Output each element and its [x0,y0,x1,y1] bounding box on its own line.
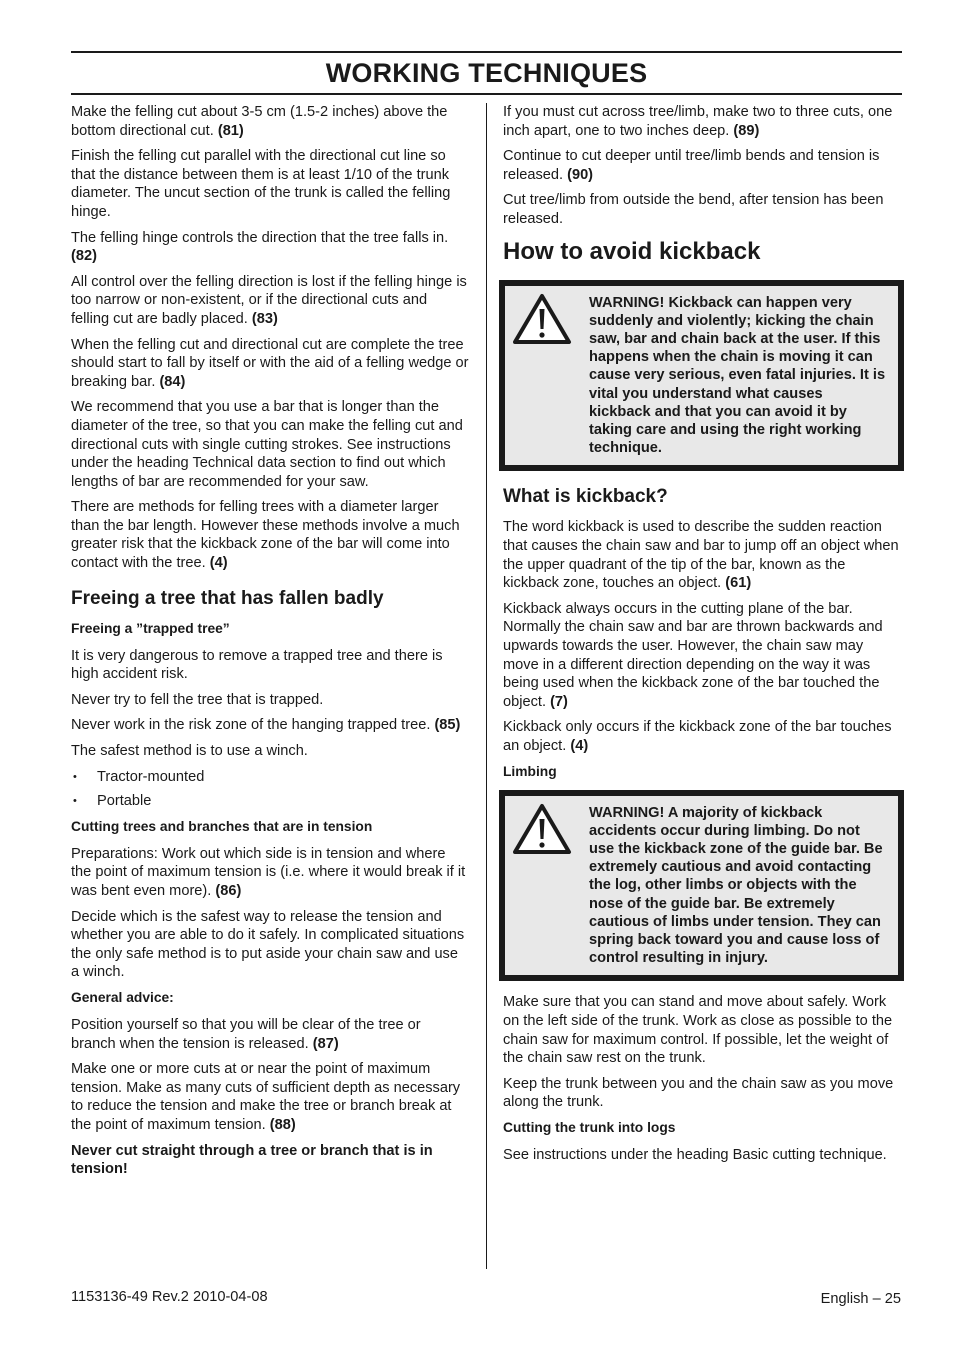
paragraph: Preparations: Work out which side is in tension and where the point of maximum tension is (i.e. where it would break if it was bent even more). (86) [71,845,466,899]
right-column [503,103,901,1172]
subheading-tension: Cutting trees and branches that are in tension [71,818,373,834]
figure-ref: (4) [209,555,228,572]
warning-text: WARNING! Kickback can happen very suddenly and violently; kicking the chain saw, bar and chain back at the user. If this happens when the chain is moving it can cause very serious, even fatal injuries. It is vital you understand what causes kickback and that you can avoid it by taking care and using the right working technique. [589,294,886,457]
figure-ref: (84) [159,373,186,390]
list-item: • Portable [71,792,469,811]
section-heading-kickback: How to avoid kickback [503,237,761,265]
warning-triangle-icon [512,802,572,856]
subheading-limbing: Limbing [503,763,557,779]
paragraph: Continue to cut deeper until tree/limb bends and tension is released. (90) [503,148,880,183]
paragraph: Cut tree/limb from outside the bend, after tension has been released. [503,192,884,227]
figure-ref: (83) [251,310,278,327]
figure-ref: (4) [570,737,589,754]
list-item: • Tractor-mounted [71,768,469,787]
paragraph: Finish the felling cut parallel with the directional cut line so that the distance between them is at least 1/10 of the trunk diameter. The uncut section of the trunk is called the felling hinge. [71,148,451,220]
paragraph: See instructions under the heading Basic cutting technique. [503,1146,887,1163]
figure-ref: (88) [269,1116,296,1133]
figure-ref: (85) [434,717,461,734]
figure-ref: (61) [725,575,752,592]
paragraph: The word kickback is used to describe the sudden reaction that causes the chain saw and bar to jump off an object when the upper quadrant of the tip of the bar, known as the kickback zone, touches an object. (61) [503,519,899,592]
header-rule-bottom [71,93,902,95]
section-heading-freeing: Freeing a tree that has fallen badly [71,587,384,609]
subheading-general-advice: General advice: [71,989,174,1005]
paragraph: All control over the felling direction is lost if the felling hinge is too narrow or non-existent, or if the directional cuts and felling cut are badly placed. (83) [71,273,467,327]
figure-ref: (90) [567,166,594,183]
figure-ref: (86) [215,883,242,899]
page-number: English – 25 [820,1291,901,1307]
paragraph: We recommend that you use a bar that is longer than the diameter of the tree, so that you can make the felling cut and directional cuts with single cutting strokes. See instructions under the heading Technical data section to find out which lengths of bar are recommended for your saw. [71,399,463,490]
paragraph: Never try to fell the tree that is trapped. [71,691,324,708]
paragraph: Keep the trunk between you and the chain saw as you move along the trunk. [503,1075,894,1111]
figure-ref: (7) [550,693,568,710]
paragraph: If you must cut across tree/limb, make two to three cuts, one inch apart, one to two inches deep. (89) [503,104,893,139]
subheading-cutting-logs: Cutting the trunk into logs [503,1119,676,1135]
paragraph: Never work in the risk zone of the hanging trapped tree. (85) [71,717,461,734]
paragraph: Make one or more cuts at or near the point of maximum tension. Make as many cuts of sufficient depth as necessary to reduce the tension and make the tree or branch break at the point of maximum tension. (88) [71,1061,461,1133]
paragraph: The safest method is to use a winch. [71,743,308,760]
paragraph: Kickback always occurs in the cutting plane of the bar. Normally the chain saw and bar are thrown backwards and upwards towards the user. However, the chain saw may move in a different direction depending on the way it was being used when the kickback zone of the bar touched the object. (7) [503,600,883,710]
paragraph: Decide which is the safest way to release the tension and whether you are able to do it safely. In complicated situations the only safe method is to put aside your chain saw and use a winch. [71,908,465,981]
header-rule-top [71,51,902,53]
limbing-warning-box [499,790,904,982]
figure-ref: (87) [312,1035,339,1052]
tension-caution: Never cut straight through a tree or branch that is in tension! [71,1142,433,1178]
paragraph: There are methods for felling trees with a diameter larger than the bar length. However these methods involve a much greater risk that the kickback zone of the bar will come into contact with the tree. (4) [71,499,460,572]
document-id: 1153136-49 Rev.2 2010-04-08 [71,1289,268,1305]
paragraph: When the felling cut and directional cut are complete the tree should start to fall by itself or with the aid of a felling wedge or breaking bar. (84) [71,336,469,390]
paragraph: Make sure that you can stand and move about safely. Work on the left side of the trunk. Work as close as possible to the chain saw for maximum control. If possible, let the weight of the chain saw rest on the trunk. [503,994,893,1067]
subheading-trapped-tree: Freeing a ”trapped tree” [71,620,230,636]
kickback-warning-box [499,280,904,472]
paragraph: Position yourself so that you will be clear of the tree or branch when the tension is released. (87) [71,1016,421,1052]
paragraph: Make the felling cut about 3-5 cm (1.5-2 inches) above the bottom directional cut. (81) [71,104,448,139]
paragraph: It is very dangerous to remove a trapped tree and there is high accident risk. [71,647,443,683]
paragraph: Kickback only occurs if the kickback zone of the bar touches an object. (4) [503,719,892,754]
warning-text: WARNING! A majority of kickback accidents occur during limbing. Do not use the kickback zone of the guide bar. Be extremely cautious and avoid contacting the log, other limbs or objects with the nose of the guide bar. Be extremely cautious of limbs under tension. They can spring back toward you and cause loss of control resulting in injury. [589,804,883,967]
column-divider [486,103,487,1269]
subsection-heading-what-is-kickback: What is kickback? [503,486,668,508]
figure-ref: (89) [733,122,760,139]
figure-ref: (82) [71,248,97,265]
left-column [71,103,469,1186]
winch-type-list [71,768,469,811]
warning-triangle-icon [512,292,572,346]
paragraph: The felling hinge controls the direction that the tree falls in. (82) [71,229,449,265]
page-title: WORKING TECHNIQUES [325,58,648,88]
figure-ref: (81) [217,122,244,139]
